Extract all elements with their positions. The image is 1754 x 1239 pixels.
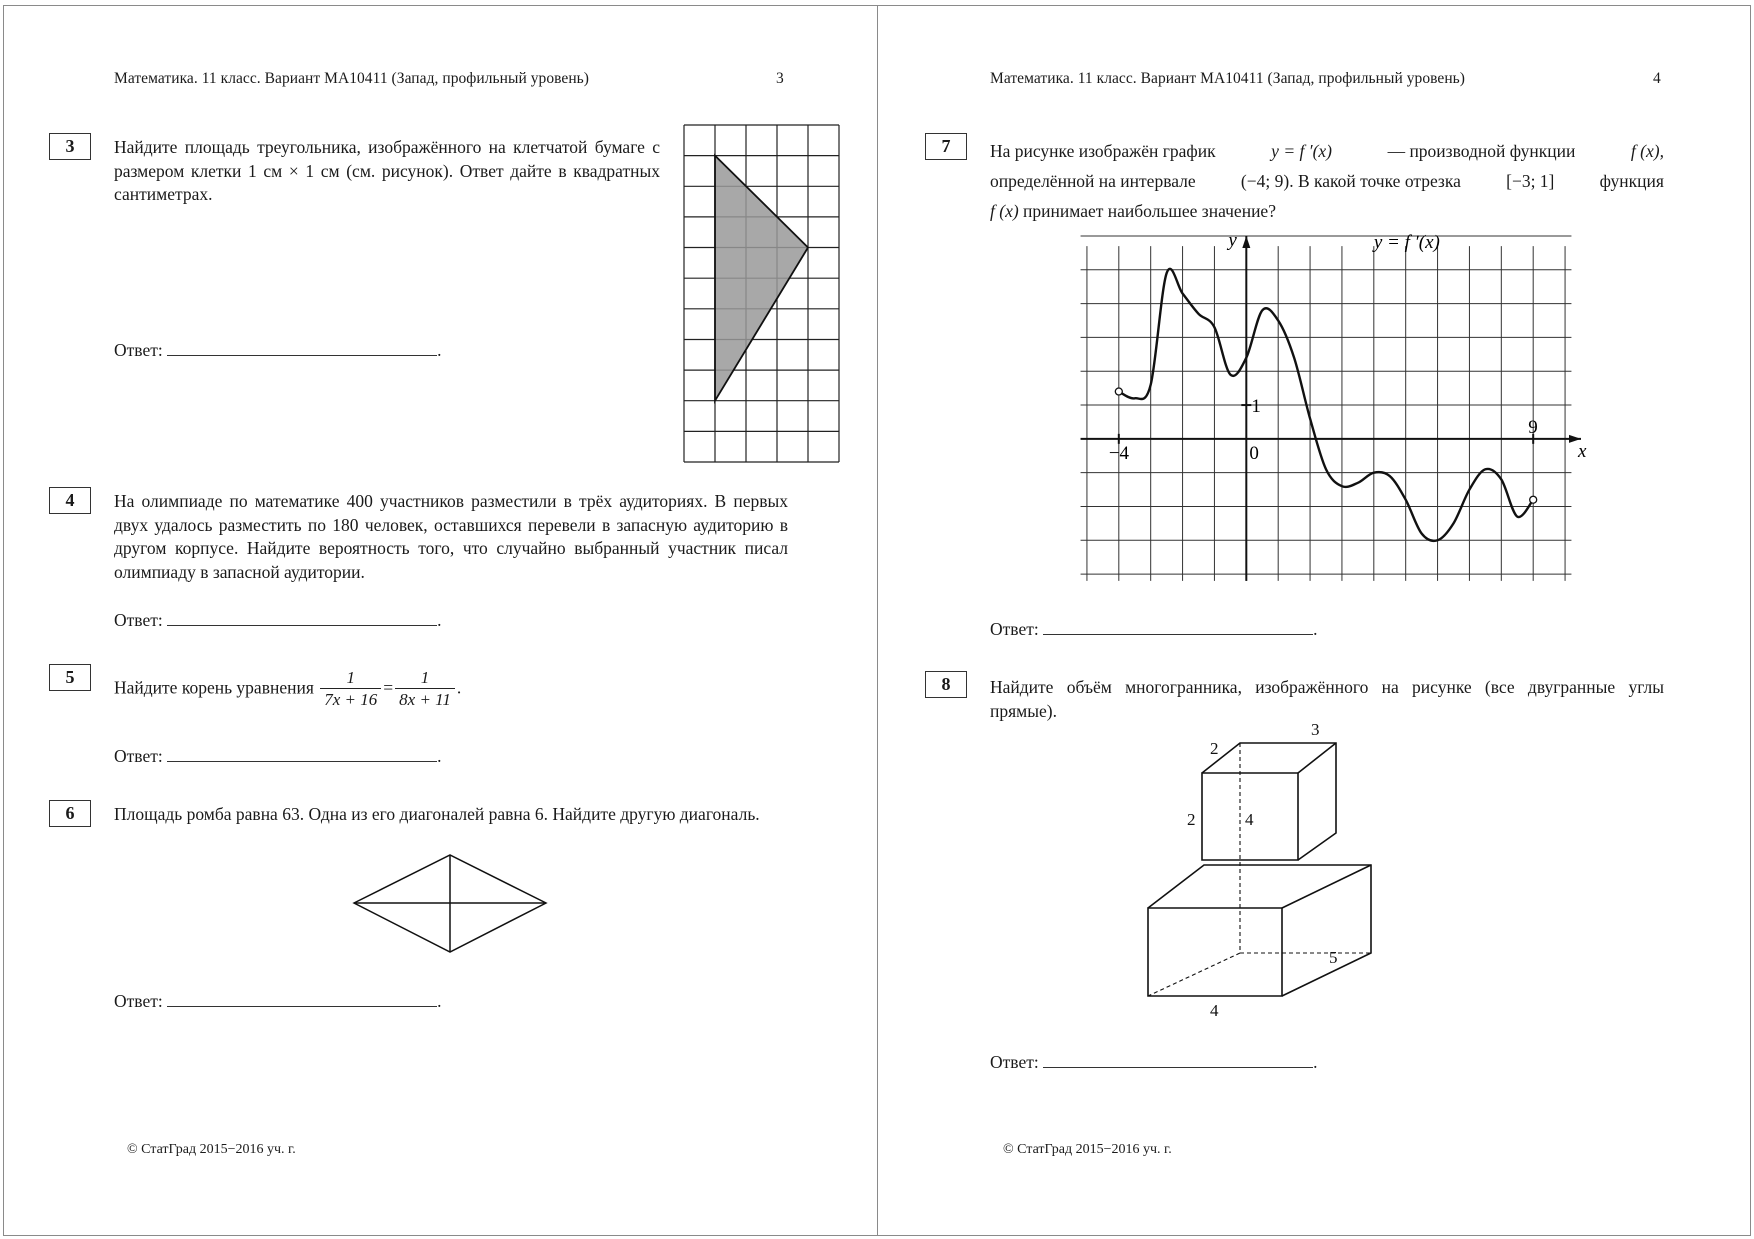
y-axis-label: y xyxy=(1228,230,1237,251)
tick-label-y-one: 1 xyxy=(1251,396,1261,418)
page-number: 4 xyxy=(1653,70,1661,87)
task-number-6: 6 xyxy=(49,800,91,827)
page-footer: © СтатГрад 2015−2016 уч. г. xyxy=(1003,1142,1172,1157)
open-endpoint xyxy=(1115,388,1122,395)
task-6-text: Площадь ромба равна 63. Одна из его диагоналей равна 6. Найдите другую диагональ. xyxy=(114,804,760,824)
answer-field[interactable] xyxy=(167,339,437,356)
label-top-depth: 2 xyxy=(1210,739,1219,758)
label-top-width: 3 xyxy=(1311,720,1320,739)
polyhedron-edges xyxy=(1148,743,1371,996)
answer-field[interactable] xyxy=(167,745,437,762)
answer-label: Ответ: xyxy=(990,619,1044,639)
task-5-text: Найдите корень уравнения $\frac{1}{7x + 16}$ = $\frac{1}{8x + 11}$ . xyxy=(114,668,462,709)
page-footer: © СтатГрад 2015−2016 уч. г. xyxy=(127,1142,296,1157)
equals-sign: = xyxy=(383,677,394,698)
page-header: Математика. 11 класс. Вариант МА10411 (Запад, профильный уровень) xyxy=(990,70,1466,87)
x-axis-label: x xyxy=(1578,440,1587,462)
label-top-height: 2 xyxy=(1187,810,1196,829)
task-3-answer: Ответ: . xyxy=(114,340,442,360)
derivative-graph xyxy=(1071,230,1587,591)
derivative-formula: y = f ′(x) xyxy=(1271,141,1332,161)
open-endpoint xyxy=(1530,496,1537,503)
y-axis-arrow xyxy=(1242,236,1250,248)
task-7-answer: Ответ: . xyxy=(990,619,1318,639)
task-number-8: 8 xyxy=(925,671,967,698)
task-7-line-1: На рисунке изображён график y = f ′(x) — производной функции f (x), xyxy=(990,136,1664,166)
answer-label: Ответ: xyxy=(990,1052,1044,1072)
task-6-answer: Ответ: . xyxy=(114,991,442,1011)
chart-title: y = f ′(x) xyxy=(1373,232,1440,253)
tick-label-x-origin: 0 xyxy=(1249,442,1259,464)
task-number-5: 5 xyxy=(49,664,91,691)
task-8-text: Найдите объём многогранника, изображённого на рисунке (все двугранные углы прямые). xyxy=(990,677,1664,721)
answer-field[interactable] xyxy=(167,609,437,626)
page-header: Математика. 11 класс. Вариант МА10411 (Запад, профильный уровень) xyxy=(114,70,590,87)
dimension-labels xyxy=(1187,720,1338,1020)
polyhedron-figure xyxy=(1143,713,1383,1023)
answer-label: Ответ: xyxy=(114,746,168,766)
answer-field[interactable] xyxy=(1043,1051,1313,1068)
answer-field[interactable] xyxy=(167,990,437,1007)
label-bottom-width: 4 xyxy=(1210,1001,1219,1020)
chart-ticks xyxy=(1109,396,1538,464)
tick-label-x-start: −4 xyxy=(1108,442,1130,464)
task-5-answer: Ответ: . xyxy=(114,746,442,766)
answer-label: Ответ: xyxy=(114,610,168,630)
task-7-text xyxy=(990,136,1664,226)
answer-label: Ответ: xyxy=(114,340,168,360)
task-4-text: На олимпиаде по математике 400 участников разместили в трёх аудиториях. В первых двух удалось разместить по 180 человек, оставшихся перевели в запасную аудиторию в другом корпусе. Найдите вероятность того, что случайно выбранный участник писал олимпиаду в запасной аудитории. xyxy=(114,491,788,582)
page-number: 3 xyxy=(776,70,784,87)
tick-label-x-end: 9 xyxy=(1528,416,1538,438)
hidden-edges xyxy=(1148,743,1371,996)
task-7-line-2: определённой на интервале (−4; 9). В какой точке отрезка [−3; 1] функция xyxy=(990,166,1664,196)
task-number-3: 3 xyxy=(49,133,91,160)
task-number-7: 7 xyxy=(925,133,967,160)
label-combined-height: 4 xyxy=(1245,810,1254,829)
interval: (−4; 9) xyxy=(1240,171,1290,191)
rhombus-figure xyxy=(354,855,546,952)
page-4 xyxy=(877,5,1751,1236)
task-number-4: 4 xyxy=(49,487,91,514)
task-7-line-3: f (x) принимает наибольшее значение? xyxy=(990,201,1276,221)
answer-label: Ответ: xyxy=(114,991,168,1011)
page-3 xyxy=(3,5,878,1236)
task-3-grid-figure xyxy=(684,125,839,462)
fraction-right: $\frac{1}{8x + 11}$ xyxy=(395,668,455,711)
chart-grid xyxy=(1081,236,1572,581)
segment: [−3; 1] xyxy=(1506,171,1555,191)
answer-field[interactable] xyxy=(1043,618,1313,635)
task-5-prompt: Найдите корень уравнения xyxy=(114,677,314,698)
label-bottom-depth: 5 xyxy=(1329,948,1338,967)
task-3-text: Найдите площадь треугольника, изображённого на клетчатой бумаге с размером клетки 1 см × 1 см (см. рисунок). Ответ дайте в квадратных сантиметрах. xyxy=(114,137,660,204)
fraction-left: $\frac{1}{7x + 16}$ xyxy=(320,668,381,711)
task-4-answer: Ответ: . xyxy=(114,610,442,630)
task-8-answer: Ответ: . xyxy=(990,1052,1318,1072)
